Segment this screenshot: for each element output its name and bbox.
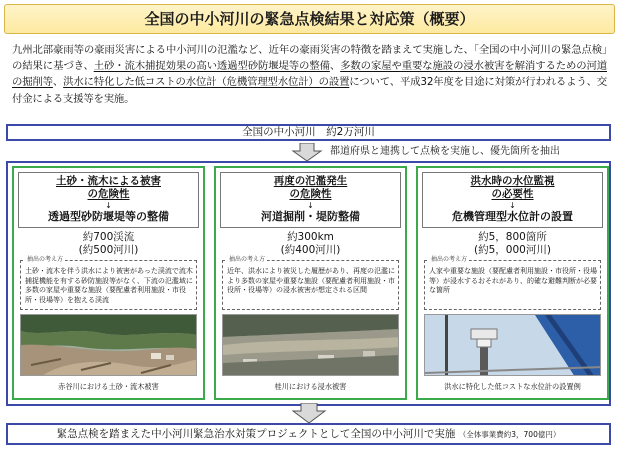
heading-measure: 危機管理型水位計の設置 <box>452 210 573 223</box>
total-cost: （全体事業費約3，700億円） <box>458 430 561 439</box>
down-arrow-icon <box>291 143 323 161</box>
intro-part-4: について、平成32年度を目途に対策が行われるよう、交付金による支援等を実施。 <box>12 76 607 105</box>
page-title: 全国の中小河川の緊急点検結果と対応策（概要） <box>4 4 615 34</box>
extraction-criteria-note <box>424 256 601 310</box>
extraction-criteria-note <box>222 256 399 310</box>
heading-arrow: ↓ <box>105 201 112 210</box>
note-text: 人家や重要な施設（要配慮者利用施設・市役所・役場等）が浸水するおそれがあり、的確な避難判断が必要な箇所 <box>429 267 597 294</box>
target-count-rivers: (約5，000河川) <box>474 244 551 256</box>
target-count <box>14 231 203 257</box>
extraction-criteria-note <box>20 256 197 310</box>
flood-damage-photo <box>222 314 399 376</box>
column-heading <box>18 172 199 228</box>
note-tag: 抽出の考え方 <box>229 256 266 263</box>
target-count-main: 約300km <box>287 231 334 243</box>
note-text: 土砂・流木を伴う洪水により被害があった渓流で流木捕捉機能を有する砂防施設等がなく、下流の氾濫域に多数の家屋や重要な施設（要配慮者利用施設・市役所・役場等）を抱える渓流 <box>25 267 193 304</box>
column-heading <box>220 172 401 228</box>
project-summary-text: 緊急点検を踏まえた中小河川緊急治水対策プロジェクトとして全国の中小河川で実施 <box>56 428 456 440</box>
measure-column-water-gauge <box>416 166 609 400</box>
target-count-rivers: (約400河川) <box>280 244 341 256</box>
heading-measure: 河道掘削・堤防整備 <box>261 210 360 223</box>
column-heading <box>422 172 603 228</box>
intro-underline-2: 多数の家屋や重要な施設の浸水被害を解消するための河道の掘削等 <box>12 60 607 89</box>
target-count <box>418 231 607 257</box>
water-gauge-photo <box>424 314 601 376</box>
heading-arrow: ↓ <box>509 201 516 210</box>
heading-line-1: 土砂・流木による被害 <box>56 175 161 187</box>
target-count-main: 約700渓流 <box>82 231 135 243</box>
down-arrow-icon <box>289 403 329 423</box>
intro-part-3: 、 <box>52 76 64 89</box>
intro-underline-1: 土砂・流木捕捉効果の高い透過型砂防堰堤等の整備 <box>93 60 330 73</box>
heading-line-1: 洪水時の水位監視 <box>470 175 555 187</box>
target-count <box>216 231 405 257</box>
photo-caption: 赤谷川における土砂・流木被害 <box>58 382 159 391</box>
measure-column-river <box>214 166 407 400</box>
heading-line-2: の必要性 <box>491 188 534 200</box>
photo-caption: 桂川における浸水被害 <box>274 382 347 391</box>
debris-damage-photo <box>20 314 197 376</box>
target-count-rivers: (約500河川) <box>78 244 139 256</box>
heading-line-1: 再度の氾濫発生 <box>273 175 348 187</box>
note-text: 近年、洪水により被災した履歴があり、再度の氾濫により多数の家屋や重要な施設（要配慮者利用施設・市役所・役場等）の浸水被害が想定される区間 <box>227 267 395 294</box>
note-tag: 抽出の考え方 <box>431 256 468 263</box>
river-count-box: 全国の中小河川 約2万河川 <box>6 124 611 141</box>
heading-measure: 透過型砂防堰堤等の整備 <box>48 210 169 223</box>
heading-arrow: ↓ <box>307 201 314 210</box>
extraction-label: 都道府県と連携して点検を実施し、優先箇所を抽出 <box>330 146 560 157</box>
heading-line-2: の危険性 <box>289 188 332 200</box>
photo-caption: 洪水に特化した低コストな水位計の設置例 <box>444 382 581 391</box>
measure-column-sabo <box>12 166 205 400</box>
intro-part-1: 九州北部豪雨等の豪雨災害による中小河川の氾濫など、近年の豪雨災害の特徴を踏まえて実施した、「全国の中小河川の緊急点検」の結果に基づき、 <box>12 44 607 73</box>
project-summary-box <box>6 423 611 445</box>
intro-underline-3: 洪水に特化した低コストの水位計（危機管理型水位計）の設置 <box>63 76 350 89</box>
intro-part-2: 、 <box>329 60 341 73</box>
heading-line-2: の危険性 <box>87 188 130 200</box>
note-tag: 抽出の考え方 <box>27 256 64 263</box>
intro-text <box>6 40 613 122</box>
target-count-main: 約5，800箇所 <box>478 231 547 243</box>
extraction-arrow-row <box>0 142 619 162</box>
